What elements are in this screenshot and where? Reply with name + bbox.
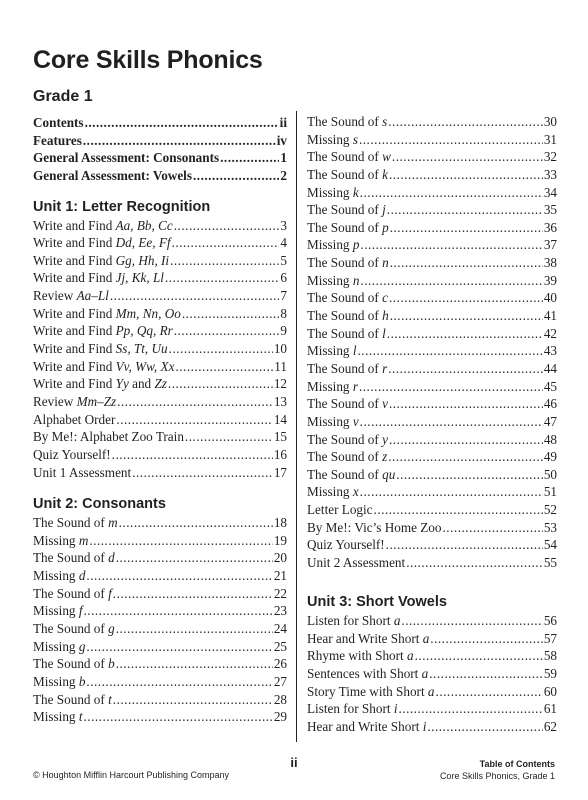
toc-left-column: [33, 114, 287, 726]
dot-leader: [357, 342, 542, 360]
toc-entry-label: Write and Find Jj, Kk, Ll: [33, 270, 164, 286]
unit-1-heading: Unit 1: Letter Recognition: [33, 198, 211, 215]
toc-entry-label: The Sound of s: [307, 114, 388, 129]
toc-entry-label: Alphabet Order: [33, 411, 116, 427]
dot-leader: [116, 411, 272, 429]
toc-entry-label: Hear and Write Short a: [307, 630, 430, 646]
toc-entry: [33, 269, 287, 287]
toc-entry-page: 52: [543, 502, 557, 518]
toc-entry-page: 8: [280, 305, 287, 321]
toc-entry-page: 30: [543, 114, 557, 129]
toc-entry: [33, 655, 287, 673]
toc-entry-label: The Sound of y: [307, 431, 388, 447]
toc-entry: [307, 254, 557, 272]
dot-leader: [360, 483, 543, 501]
toc-entry: [307, 630, 557, 648]
dot-leader: [406, 554, 543, 572]
toc-entry: [33, 217, 287, 235]
toc-entry-label: By Me!: Vic’s Home Zoo: [307, 519, 442, 535]
dot-leader: [389, 289, 543, 307]
toc-entry-label: Missing f: [33, 603, 83, 619]
toc-entry: [307, 612, 557, 630]
toc-entry-page: 28: [273, 691, 287, 707]
footer-section-title: Table of Contents: [479, 759, 555, 769]
toc-entry-label: The Sound of g: [33, 621, 115, 637]
toc-entry: [33, 446, 287, 464]
toc-entry-page: 12: [273, 376, 287, 392]
toc-entry-page: 6: [280, 270, 287, 286]
toc-entry: [33, 567, 287, 585]
dot-leader: [401, 612, 542, 630]
toc-entry-label: Missing g: [33, 638, 86, 654]
dot-leader: [112, 446, 273, 464]
toc-entry: [307, 219, 557, 237]
toc-entry-page: 10: [273, 341, 287, 357]
toc-entry-label: Hear and Write Short i: [307, 718, 427, 734]
dot-leader: [386, 536, 543, 554]
dot-leader: [193, 167, 279, 185]
toc-entry-page: 38: [543, 255, 557, 271]
toc-entry-label: The Sound of k: [307, 166, 388, 182]
toc-entry: [33, 234, 287, 252]
toc-entry-page: 36: [543, 219, 557, 235]
toc-entry: [33, 132, 287, 150]
toc-entry-page: 5: [280, 252, 287, 268]
toc-entry-label: Missing b: [33, 673, 86, 689]
toc-entry-label: The Sound of m: [33, 515, 118, 531]
toc-entry-label: Missing s: [307, 131, 358, 147]
toc-entry-page: 24: [273, 621, 287, 637]
toc-entry: [33, 322, 287, 340]
page-number: ii: [290, 755, 298, 770]
toc-entry-page: 29: [273, 709, 287, 725]
dot-leader: [220, 149, 279, 167]
toc-entry-label: Sentences with Short a: [307, 665, 429, 681]
toc-entry: [307, 131, 557, 149]
dot-leader: [360, 272, 542, 290]
toc-entry: [307, 148, 557, 166]
dot-leader: [83, 602, 272, 620]
dot-leader: [83, 132, 276, 150]
toc-entry: [307, 113, 557, 131]
toc-entry-label: Write and Find Pp, Qq, Rr: [33, 323, 173, 339]
toc-entry: [33, 375, 287, 393]
dot-leader: [396, 466, 543, 484]
toc-entry: [33, 620, 287, 638]
dot-leader: [360, 236, 542, 254]
dot-leader: [389, 431, 543, 449]
toc-entry: [33, 167, 287, 185]
dot-leader: [436, 683, 543, 701]
toc-entry-label: Contents: [33, 115, 84, 130]
dot-leader: [113, 691, 273, 709]
dot-leader: [429, 665, 543, 683]
dot-leader: [174, 322, 280, 340]
toc-entry-page: 13: [273, 393, 287, 409]
toc-entry-label: Story Time with Short a: [307, 683, 435, 699]
toc-entry: [33, 514, 287, 532]
toc-entry-page: 27: [273, 673, 287, 689]
toc-entry-page: 26: [273, 656, 287, 672]
unit-3-list: [307, 612, 557, 735]
toc-entry-label: The Sound of l: [307, 325, 386, 341]
toc-entry: [33, 411, 287, 429]
dot-leader: [172, 234, 280, 252]
toc-right-column: [307, 113, 557, 572]
toc-entry: [33, 393, 287, 411]
toc-entry-label: Features: [33, 132, 82, 148]
dot-leader: [360, 413, 543, 431]
dot-leader: [168, 375, 273, 393]
toc-entry-page: 62: [543, 718, 557, 734]
toc-entry-page: 16: [273, 446, 287, 462]
toc-entry-label: Letter Logic: [307, 502, 373, 518]
dot-leader: [389, 395, 543, 413]
dot-leader: [89, 532, 272, 550]
toc-entry-page: 3: [280, 217, 287, 233]
toc-entry-label: Missing k: [307, 184, 359, 200]
dot-leader: [116, 655, 273, 673]
unit-2-list-part-1: [33, 514, 287, 726]
dot-leader: [388, 360, 543, 378]
dot-leader: [117, 393, 273, 411]
toc-entry-page: 1: [280, 150, 287, 166]
toc-entry-label: General Assessment: Consonants: [33, 150, 220, 166]
dot-leader: [85, 114, 279, 132]
toc-entry-label: Missing d: [33, 568, 86, 584]
toc-entry-label: The Sound of z: [307, 449, 388, 465]
toc-entry-page: 2: [280, 167, 287, 183]
column-divider: [296, 111, 297, 742]
page-title: Core Skills Phonics: [33, 46, 263, 74]
copyright-line: © Houghton Mifflin Harcourt Publishing Company: [33, 770, 230, 780]
toc-entry-label: The Sound of b: [33, 656, 115, 672]
dot-leader: [390, 219, 543, 237]
toc-entry-page: 14: [273, 411, 287, 427]
toc-entry-label: The Sound of p: [307, 219, 389, 235]
toc-entry-label: Listen for Short a: [307, 613, 401, 628]
dot-leader: [374, 501, 543, 519]
toc-entry-label: The Sound of h: [307, 308, 389, 324]
toc-entry: [307, 683, 557, 701]
toc-entry-page: 31: [543, 131, 557, 147]
toc-entry: [307, 483, 557, 501]
toc-entry-label: Quiz Yourself!: [307, 537, 385, 553]
dot-leader: [170, 252, 279, 270]
toc-entry-label: Missing t: [33, 709, 83, 725]
toc-entry: [307, 184, 557, 202]
toc-entry-page: 49: [543, 449, 557, 465]
toc-entry-label: Rhyme with Short a: [307, 648, 414, 664]
toc-entry-page: 54: [543, 537, 557, 553]
running-footer: [440, 758, 555, 782]
toc-entry-page: 48: [543, 431, 557, 447]
toc-entry-label: Review Aa–Ll: [33, 288, 109, 304]
toc-entry-page: 18: [273, 515, 287, 531]
toc-entry-label: Write and Find Mm, Nn, Oo: [33, 305, 181, 321]
dot-leader: [443, 519, 543, 537]
toc-entry: [307, 665, 557, 683]
dot-leader: [175, 358, 273, 376]
dot-leader: [387, 325, 543, 343]
toc-entry: [307, 289, 557, 307]
unit-3-heading: Unit 3: Short Vowels: [307, 594, 447, 610]
unit-2-heading: Unit 2: Consonants: [33, 496, 166, 513]
dot-leader: [427, 718, 542, 736]
dot-leader: [389, 166, 543, 184]
toc-entry-label: Missing l: [307, 343, 357, 359]
toc-entry-page: 47: [543, 413, 557, 429]
toc-entry: [33, 691, 287, 709]
toc-entry-page: 56: [543, 613, 557, 628]
toc-entry: [33, 532, 287, 550]
toc-entry: [307, 395, 557, 413]
toc-entry-page: 57: [543, 630, 557, 646]
toc-entry-label: The Sound of n: [307, 255, 389, 271]
toc-entry: [33, 673, 287, 691]
toc-entry-label: Missing v: [307, 413, 359, 429]
toc-entry-page: 61: [543, 701, 557, 717]
toc-entry: [307, 378, 557, 396]
toc-entry-page: ii: [279, 115, 287, 130]
toc-entry-label: Unit 2 Assessment: [307, 555, 406, 571]
dot-leader: [113, 585, 273, 603]
toc-entry-page: 23: [273, 603, 287, 619]
dot-leader: [388, 113, 543, 131]
toc-entry: [307, 431, 557, 449]
dot-leader: [83, 708, 272, 726]
dot-leader: [110, 287, 280, 305]
toc-entry-page: 51: [543, 484, 557, 500]
dot-leader: [174, 217, 280, 235]
toc-entry: [307, 325, 557, 343]
dot-leader: [116, 549, 273, 567]
toc-entry: [33, 149, 287, 167]
dot-leader: [86, 673, 272, 691]
unit-2-list-part-2: [307, 113, 557, 572]
toc-entry-page: 4: [280, 235, 287, 251]
toc-entry-label: The Sound of c: [307, 290, 388, 306]
toc-entry: [307, 307, 557, 325]
toc-entry-page: 21: [273, 568, 287, 584]
toc-entry: [307, 700, 557, 718]
toc-entry: [307, 536, 557, 554]
toc-entry-label: General Assessment: Vowels: [33, 167, 192, 183]
toc-entry-page: 40: [543, 290, 557, 306]
dot-leader: [185, 428, 273, 446]
toc-entry: [307, 201, 557, 219]
dot-leader: [86, 567, 272, 585]
toc-entry-page: 15: [273, 429, 287, 445]
unit-1-list: [33, 217, 287, 482]
dot-leader: [169, 340, 273, 358]
toc-entry: [307, 413, 557, 431]
toc-entry: [307, 272, 557, 290]
toc-entry-page: 58: [543, 648, 557, 664]
toc-entry-label: Write and Find Dd, Ee, Ff: [33, 235, 171, 251]
toc-entry-label: The Sound of t: [33, 691, 112, 707]
toc-entry-page: 32: [543, 149, 557, 165]
toc-entry-label: The Sound of v: [307, 396, 388, 412]
toc-entry-label: Review Mm–Zz: [33, 393, 117, 409]
toc-entry-page: 25: [273, 638, 287, 654]
toc-entry-page: 43: [543, 343, 557, 359]
toc-entry-page: 9: [280, 323, 287, 339]
toc-entry: [33, 602, 287, 620]
toc-entry: [307, 647, 557, 665]
dot-leader: [387, 201, 543, 219]
toc-entry-label: Missing r: [307, 378, 358, 394]
dot-leader: [430, 630, 543, 648]
dot-leader: [392, 148, 543, 166]
dot-leader: [116, 620, 273, 638]
toc-entry-page: 46: [543, 396, 557, 412]
toc-entry: [33, 585, 287, 603]
toc-entry: [33, 305, 287, 323]
dot-leader: [359, 378, 543, 396]
toc-entry-page: 11: [274, 358, 287, 374]
toc-entry-label: The Sound of qu: [307, 466, 396, 482]
toc-entry-page: 55: [543, 555, 557, 571]
toc-entry-label: Write and Find Vv, Ww, Xx: [33, 358, 175, 374]
toc-entry-page: 45: [543, 378, 557, 394]
dot-leader: [359, 131, 543, 149]
toc-entry-label: The Sound of j: [307, 202, 386, 218]
toc-entry: [33, 114, 287, 132]
toc-entry-label: The Sound of w: [307, 149, 391, 165]
dot-leader: [398, 700, 542, 718]
toc-entry-label: The Sound of r: [307, 360, 388, 376]
toc-entry: [307, 718, 557, 736]
toc-entry-label: The Sound of d: [33, 550, 115, 566]
toc-entry-page: 53: [543, 519, 557, 535]
toc-entry: [307, 554, 557, 572]
dot-leader: [360, 184, 543, 202]
toc-entry-page: 39: [543, 272, 557, 288]
toc-right-column-unit-3: [307, 592, 557, 735]
dot-leader: [86, 638, 272, 656]
toc-entry-page: 41: [543, 308, 557, 324]
toc-entry: [33, 638, 287, 656]
toc-entry-page: 60: [543, 683, 557, 699]
toc-entry: [33, 252, 287, 270]
toc-entry-page: 20: [273, 550, 287, 566]
toc-entry-label: Quiz Yourself!: [33, 446, 111, 462]
toc-entry: [307, 466, 557, 484]
toc-entry-label: Write and Find Gg, Hh, Ii: [33, 252, 170, 268]
toc-entry-page: 37: [543, 237, 557, 253]
toc-entry: [307, 360, 557, 378]
toc-entry-page: 42: [543, 325, 557, 341]
toc-entry: [307, 342, 557, 360]
toc-entry: [33, 428, 287, 446]
footer-book-title: Core Skills Phonics, Grade 1: [439, 771, 555, 781]
toc-entry-page: 19: [273, 532, 287, 548]
dot-leader: [119, 514, 273, 532]
toc-entry-page: 59: [543, 665, 557, 681]
toc-entry-page: 44: [543, 360, 557, 376]
toc-entry: [33, 287, 287, 305]
toc-entry-label: Missing m: [33, 532, 89, 548]
toc-entry-page: 50: [543, 466, 557, 482]
toc-entry-page: 34: [543, 184, 557, 200]
toc-entry-page: 7: [280, 288, 287, 304]
dot-leader: [132, 464, 273, 482]
grade-heading: Grade 1: [33, 88, 93, 105]
toc-entry-page: 22: [273, 585, 287, 601]
toc-entry-page: 17: [273, 464, 287, 480]
dot-leader: [165, 269, 279, 287]
toc-entry-label: Unit 1 Assessment: [33, 464, 132, 480]
toc-entry-label: Missing n: [307, 272, 360, 288]
toc-entry: [33, 358, 287, 376]
toc-entry: [33, 464, 287, 482]
toc-entry-label: By Me!: Alphabet Zoo Train: [33, 429, 184, 445]
toc-entry-label: Write and Find Aa, Bb, Cc: [33, 217, 173, 233]
dot-leader: [388, 448, 543, 466]
dot-leader: [182, 305, 280, 323]
dot-leader: [390, 307, 543, 325]
toc-entry: [33, 340, 287, 358]
toc-entry-label: Write and Find Yy and Zz: [33, 376, 167, 392]
toc-entry-label: Missing p: [307, 237, 360, 253]
toc-entry: [307, 501, 557, 519]
toc-entry-label: The Sound of f: [33, 585, 112, 601]
front-matter-list: [33, 114, 287, 185]
toc-entry-label: Write and Find Ss, Tt, Uu: [33, 341, 168, 357]
toc-entry-label: Listen for Short i: [307, 701, 398, 717]
toc-entry: [307, 166, 557, 184]
toc-entry-label: Missing x: [307, 484, 359, 500]
dot-leader: [415, 647, 543, 665]
toc-entry-page: 35: [543, 202, 557, 218]
toc-entry-page: iv: [276, 132, 287, 148]
toc-entry: [33, 708, 287, 726]
toc-entry: [307, 448, 557, 466]
toc-entry: [307, 236, 557, 254]
dot-leader: [390, 254, 543, 272]
toc-entry: [307, 519, 557, 537]
toc-entry: [33, 549, 287, 567]
toc-entry-page: 33: [543, 166, 557, 182]
